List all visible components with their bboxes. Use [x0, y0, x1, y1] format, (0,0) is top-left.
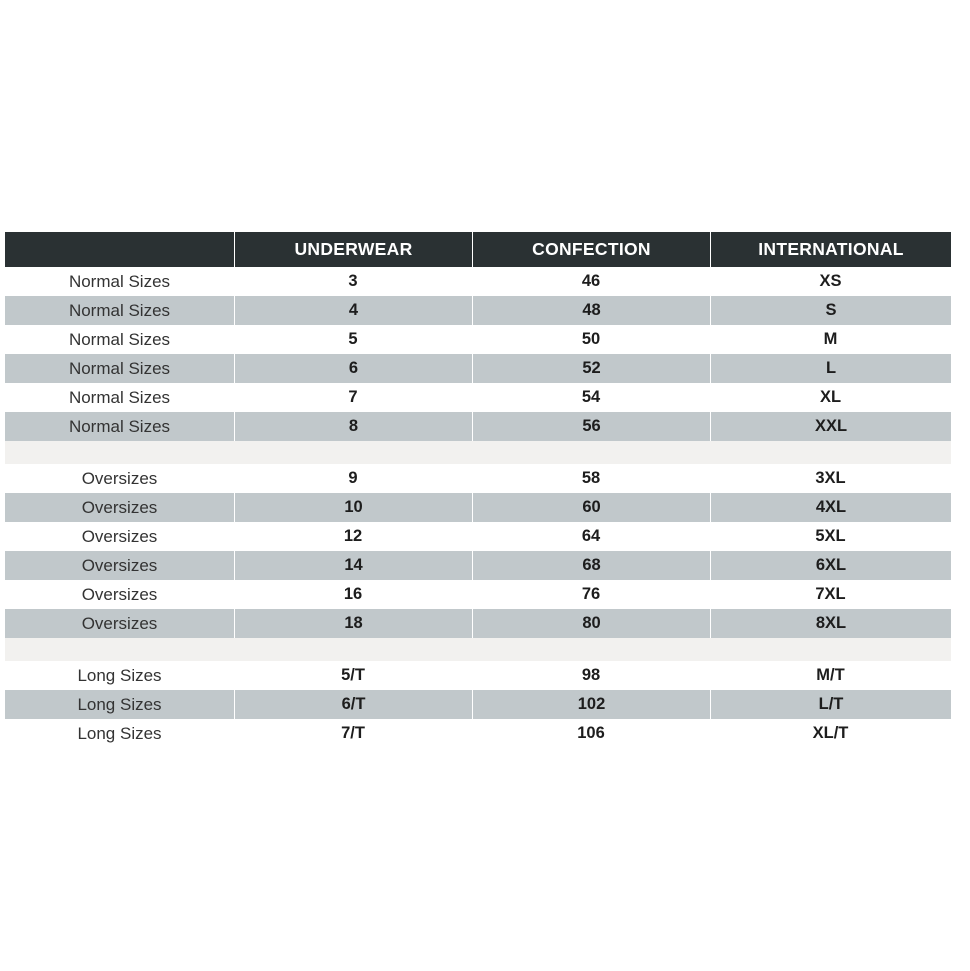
international-size-cell: XL/T	[812, 724, 849, 742]
international-size-cell: L	[710, 354, 951, 383]
table-row	[5, 493, 951, 522]
confection-size-cell: 68	[472, 551, 710, 580]
size-category-cell: Long Sizes	[77, 665, 162, 685]
table-row	[5, 383, 951, 412]
size-category-cell: Normal Sizes	[68, 329, 171, 349]
group-separator	[5, 638, 951, 661]
size-category-cell: Oversizes	[81, 555, 158, 575]
underwear-size-cell: 10	[234, 493, 472, 522]
size-category-cell: Normal Sizes	[68, 358, 171, 378]
confection-size-cell: 48	[472, 296, 710, 325]
confection-size-cell: 56	[472, 412, 710, 441]
size-category-cell: Oversizes	[81, 584, 158, 604]
confection-size-cell: 102	[472, 690, 710, 719]
international-size-cell: 6XL	[710, 551, 951, 580]
table-row	[5, 522, 951, 551]
table-row	[5, 580, 951, 609]
table-row	[5, 296, 951, 325]
table-row	[5, 354, 951, 383]
table-row	[5, 661, 951, 690]
underwear-size-cell: 18	[234, 609, 472, 638]
underwear-size-cell: 6/T	[234, 690, 472, 719]
table-body	[5, 267, 951, 748]
header-underwear: UNDERWEAR	[234, 232, 472, 267]
size-category-cell: Oversizes	[81, 526, 158, 546]
group-separator	[5, 441, 951, 464]
underwear-size-cell: 8	[234, 412, 472, 441]
table-row	[5, 690, 951, 719]
international-size-cell: 3XL	[815, 469, 846, 487]
table-row	[5, 325, 951, 354]
underwear-size-cell: 7/T	[341, 724, 365, 742]
underwear-size-cell: 16	[343, 585, 363, 603]
confection-size-cell: 54	[581, 388, 601, 406]
underwear-size-cell: 14	[234, 551, 472, 580]
confection-size-cell: 76	[581, 585, 601, 603]
international-size-cell: M/T	[816, 666, 845, 684]
international-size-cell: S	[710, 296, 951, 325]
confection-size-cell: 52	[472, 354, 710, 383]
size-category-cell: Long Sizes	[77, 694, 162, 714]
table-row	[5, 412, 951, 441]
confection-size-cell: 64	[581, 527, 601, 545]
confection-size-cell: 80	[472, 609, 710, 638]
size-category-cell: Oversizes	[81, 497, 158, 517]
international-size-cell: 4XL	[710, 493, 951, 522]
table-row	[5, 609, 951, 638]
international-size-cell: L/T	[710, 690, 951, 719]
size-category-cell: Long Sizes	[77, 723, 162, 743]
size-category-cell: Normal Sizes	[68, 271, 171, 291]
underwear-size-cell: 12	[343, 527, 363, 545]
international-size-cell: 7XL	[815, 585, 846, 603]
international-size-cell: 5XL	[815, 527, 846, 545]
header-confection: CONFECTION	[472, 232, 710, 267]
size-category-cell: Normal Sizes	[68, 387, 171, 407]
underwear-size-cell: 7	[348, 388, 358, 406]
underwear-size-cell: 6	[234, 354, 472, 383]
table-header-row	[5, 232, 951, 267]
header-cell-blank	[5, 232, 234, 267]
confection-size-cell: 50	[581, 330, 601, 348]
confection-size-cell: 60	[472, 493, 710, 522]
underwear-size-cell: 3	[348, 272, 358, 290]
size-chart-table	[5, 232, 951, 748]
underwear-size-cell: 5	[348, 330, 358, 348]
confection-size-cell: 98	[581, 666, 601, 684]
confection-size-cell: 58	[581, 469, 601, 487]
international-size-cell: XS	[819, 272, 842, 290]
size-category-cell: Oversizes	[81, 613, 158, 633]
table-row	[5, 719, 951, 748]
size-category-cell: Normal Sizes	[68, 300, 171, 320]
international-size-cell: M	[823, 330, 838, 348]
underwear-size-cell: 5/T	[341, 666, 365, 684]
underwear-size-cell: 4	[234, 296, 472, 325]
table-row	[5, 464, 951, 493]
underwear-size-cell: 9	[348, 469, 358, 487]
size-category-cell: Normal Sizes	[68, 416, 171, 436]
header-international: INTERNATIONAL	[710, 232, 951, 267]
confection-size-cell: 106	[577, 724, 605, 742]
international-size-cell: XL	[819, 388, 842, 406]
international-size-cell: XXL	[710, 412, 951, 441]
international-size-cell: 8XL	[710, 609, 951, 638]
table-row	[5, 551, 951, 580]
confection-size-cell: 46	[581, 272, 601, 290]
size-category-cell: Oversizes	[81, 468, 158, 488]
table-row	[5, 267, 951, 296]
